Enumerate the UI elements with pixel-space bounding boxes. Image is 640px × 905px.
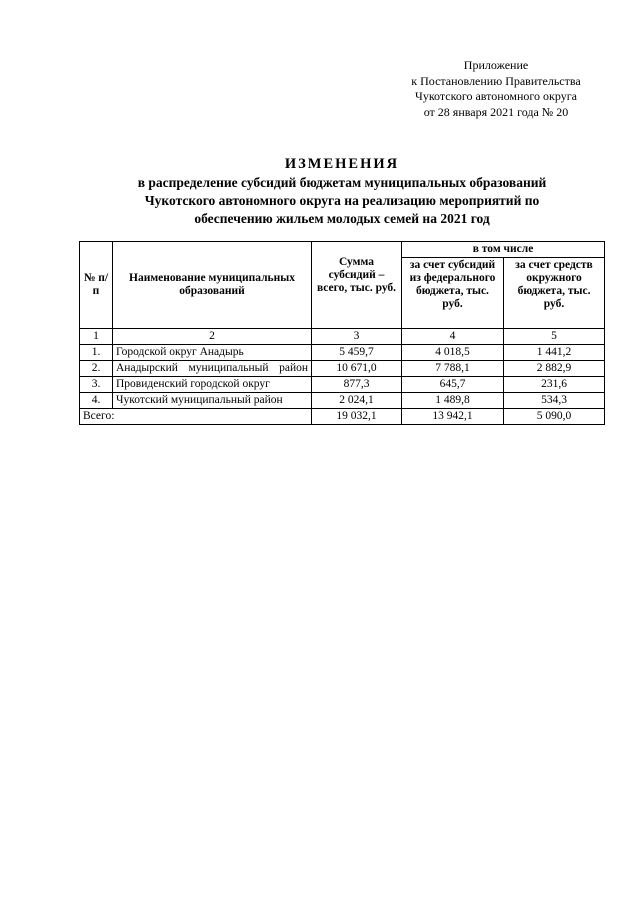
document-title: ИЗМЕНЕНИЯ bbox=[284, 156, 400, 172]
row-name: Анадырский муниципальный район bbox=[113, 361, 312, 377]
table-row bbox=[80, 393, 605, 409]
col-number: 5 bbox=[504, 329, 605, 345]
header-num: № п/п bbox=[80, 242, 113, 329]
header-total: Сумма субсидий – всего, тыс. руб. bbox=[312, 242, 402, 329]
row-federal: 645,7 bbox=[402, 377, 504, 393]
subtitle-line: обеспечению жильем молодых семей на 2021 год bbox=[194, 211, 490, 226]
subtitle-line: в распределение субсидий бюджетам муниципальных образований bbox=[137, 175, 547, 190]
total-label: Всего: bbox=[80, 409, 312, 425]
row-federal: 4 018,5 bbox=[402, 345, 504, 361]
row-total: 877,3 bbox=[312, 377, 402, 393]
col-number: 1 bbox=[80, 329, 113, 345]
document-subtitle bbox=[80, 174, 604, 228]
row-num: 1. bbox=[80, 345, 113, 361]
subsidy-table bbox=[79, 241, 605, 425]
appendix-block bbox=[396, 58, 596, 120]
header-district: за счет средств окружного бюджета, тыс. руб. bbox=[504, 258, 605, 329]
table-row bbox=[80, 361, 605, 377]
row-num: 4. bbox=[80, 393, 113, 409]
row-district: 1 441,2 bbox=[504, 345, 605, 361]
col-number: 2 bbox=[113, 329, 312, 345]
total-row bbox=[80, 409, 605, 425]
row-num: 3. bbox=[80, 377, 113, 393]
row-federal: 1 489,8 bbox=[402, 393, 504, 409]
row-district: 2 882,9 bbox=[504, 361, 605, 377]
row-name: Чукотский муниципальный район bbox=[113, 393, 312, 409]
appendix-line: от 28 января 2021 года № 20 bbox=[423, 104, 569, 119]
row-total: 2 024,1 bbox=[312, 393, 402, 409]
row-total: 5 459,7 bbox=[312, 345, 402, 361]
total-district: 5 090,0 bbox=[504, 409, 605, 425]
row-name: Провиденский городской округ bbox=[113, 377, 312, 393]
header-including: в том числе bbox=[402, 242, 605, 258]
col-number: 3 bbox=[312, 329, 402, 345]
row-federal: 7 788,1 bbox=[402, 361, 504, 377]
header-name: Наименование муниципальных образований bbox=[113, 242, 312, 329]
table-row bbox=[80, 345, 605, 361]
subtitle-line: Чукотского автономного округа на реализацию мероприятий по bbox=[144, 193, 540, 208]
row-name: Городской округ Анадырь bbox=[113, 345, 312, 361]
appendix-line: Чукотского автономного округа bbox=[415, 89, 577, 103]
total-sum: 19 032,1 bbox=[312, 409, 402, 425]
row-num: 2. bbox=[80, 361, 113, 377]
col-number: 4 bbox=[402, 329, 504, 345]
total-federal: 13 942,1 bbox=[402, 409, 504, 425]
appendix-line: Приложение bbox=[463, 58, 529, 72]
row-district: 231,6 bbox=[504, 377, 605, 393]
table-row bbox=[80, 377, 605, 393]
row-total: 10 671,0 bbox=[312, 361, 402, 377]
appendix-line: к Постановлению Правительства bbox=[411, 73, 581, 88]
header-federal: за счет субсидий из федерального бюджета, тыс. руб. bbox=[402, 258, 504, 329]
row-district: 534,3 bbox=[504, 393, 605, 409]
